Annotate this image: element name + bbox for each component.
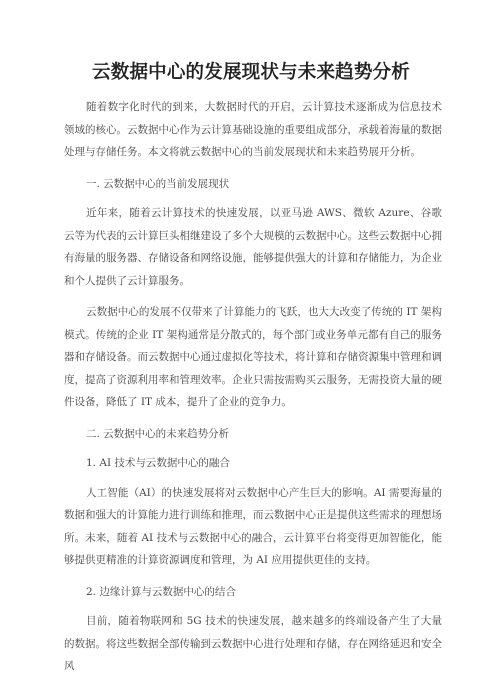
body-paragraph: 近年来，随着云计算技术的快速发展，以亚马逊 AWS、微软 Azure、谷歌云等为代表的云计算巨头相继建设了多个大规模的云数据中心。这些云数据中心拥有海量的服务器、存储设备和网络设施，能够提供强大的计算和存储能力，为企业和个人提供了云计算服务。 bbox=[64, 207, 442, 287]
section-heading-current-status: 一. 云数据中心的当前发展现状 bbox=[86, 177, 230, 190]
body-paragraph: 目前，随着物联网和 5G 技术的快速发展，越来越多的终端设备产生了大量的数据。将这些数据全部传输到云数据中心进行处理和存储，存在网络延迟和安全风 bbox=[64, 615, 442, 672]
intro-paragraph: 随着数字化时代的到来，大数据时代的开启，云计算技术逐渐成为信息技术领域的核心。云数据中心作为云计算基础设施的重要组成部分，承载着海量的数据处理与存储任务。本文将就云数据中心的当前发展现状和未来趋势展开分析。 bbox=[64, 101, 442, 158]
subsection-heading-ai: 1. AI 技术与云数据中心的融合 bbox=[86, 457, 230, 469]
section-heading-future-trends: 二. 云数据中心的未来趋势分析 bbox=[86, 427, 230, 440]
body-paragraph: 云数据中心的发展不仅带来了计算能力的飞跃，也大大改变了传统的 IT 架构模式。传统的企业 IT 架构通常是分散式的，每个部门或业务单元都有自己的服务器和存储设备。而云数据中心通过虚拟化等技术，将计算和存储资源集中管理和调度，提高了资源利用率和管理效率。企业只需按需购买云服务，无需投资大量的硬件设备，降低了 IT 成本，提升了企业的竞争力。 bbox=[64, 306, 442, 408]
body-paragraph: 人工智能（AI）的快速发展将对云数据中心产生巨大的影响。AI 需要海量的数据和强大的计算能力进行训练和推理，而云数据中心正是提供这些需求的理想场所。未来，随着 AI 技术与云数据中心的融合，云计算平台将变得更加智能化，能够提供更精准的计算资源调度和管理，为 AI 应用提供更佳的支持。 bbox=[64, 486, 442, 566]
document-body bbox=[64, 96, 442, 687]
document-title: 云数据中心的发展现状与未来趋势分析 bbox=[92, 62, 410, 83]
subsection-heading-edge-computing: 2. 边缘计算与云数据中心的结合 bbox=[86, 585, 236, 598]
